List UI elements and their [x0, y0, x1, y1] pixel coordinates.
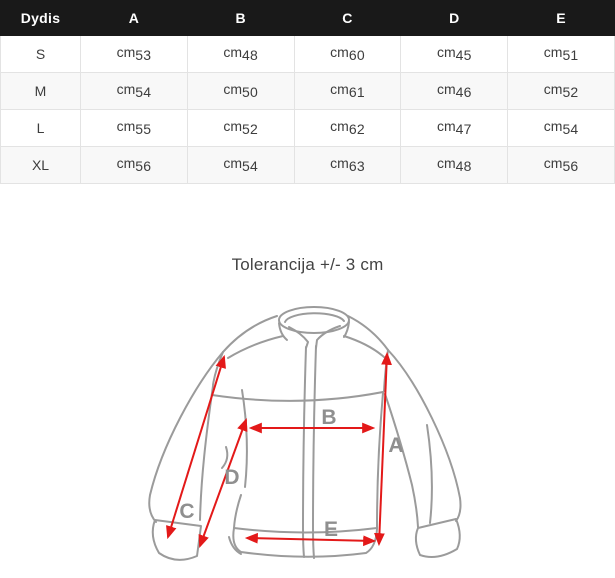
- unit-label: cm: [223, 118, 243, 134]
- measurement-value: 53: [135, 47, 152, 63]
- measure-label-c: C: [179, 500, 195, 523]
- measure-arrow-a: [379, 354, 387, 544]
- collar-inner-rim: [285, 313, 344, 322]
- size-label: XL: [1, 147, 81, 184]
- measurement-value: 48: [242, 47, 259, 63]
- unit-label: cm: [543, 44, 563, 60]
- measure-arrow-c: [168, 357, 224, 537]
- measurement-value: 62: [348, 121, 365, 137]
- unit-label: cm: [330, 81, 349, 97]
- unit-label: cm: [223, 155, 243, 171]
- tolerance-note: Tolerancija +/- 3 cm: [231, 255, 384, 274]
- measurement-cell: [508, 73, 615, 110]
- measurement-cell: [81, 36, 188, 73]
- size-label: M: [1, 73, 81, 110]
- measurement-cell: [401, 36, 508, 73]
- size-label: S: [1, 36, 81, 73]
- right-sleeve-seam: [427, 425, 432, 523]
- measurement-cell: [187, 36, 294, 73]
- measurement-cell: [81, 110, 188, 147]
- right-shoulder: [348, 316, 388, 350]
- unit-label: cm: [330, 44, 349, 60]
- header-measure-d: D: [401, 1, 508, 36]
- measurement-value: 56: [562, 158, 579, 174]
- zipper-left-line: [303, 347, 306, 557]
- jacket-measurement-diagram: [140, 300, 480, 578]
- measure-label-b: B: [321, 406, 337, 429]
- size-label: L: [1, 110, 81, 147]
- table-row-size-s: [1, 36, 615, 73]
- collar-outer-rim: [279, 307, 349, 333]
- measurement-cell: [187, 73, 294, 110]
- unit-label: cm: [330, 118, 349, 134]
- unit-label: cm: [543, 155, 563, 171]
- size-chart-header-row: [1, 1, 615, 36]
- unit-label: cm: [116, 118, 136, 134]
- unit-label: cm: [436, 155, 456, 171]
- hem-band-top: [234, 528, 377, 533]
- zipper-right-line: [313, 346, 316, 558]
- measurement-value: 54: [242, 158, 259, 174]
- measurement-cell: [508, 36, 615, 73]
- unit-label: cm: [116, 44, 136, 60]
- measurement-labels: [179, 406, 403, 541]
- size-chart-table: [0, 0, 615, 184]
- measurement-value: 52: [242, 121, 259, 137]
- unit-label: cm: [543, 81, 563, 97]
- unit-label: cm: [116, 81, 136, 97]
- measurement-value: 52: [562, 84, 579, 100]
- header-measure-a: A: [81, 1, 188, 36]
- measurement-cell: [401, 110, 508, 147]
- measurement-cell: [294, 36, 401, 73]
- unit-label: cm: [436, 44, 456, 60]
- measurement-value: 60: [348, 47, 365, 63]
- left-cuff: [153, 520, 201, 560]
- unit-label: cm: [223, 44, 243, 60]
- header-measure-e: E: [508, 1, 615, 36]
- measurement-value: 63: [348, 158, 365, 174]
- measurement-value: 51: [562, 47, 579, 63]
- measurement-cell: [81, 147, 188, 184]
- unit-label: cm: [223, 81, 243, 97]
- unit-label: cm: [436, 81, 456, 97]
- measurement-value: 61: [348, 84, 365, 100]
- left-sleeve-outer: [149, 352, 223, 522]
- unit-label: cm: [436, 118, 456, 134]
- left-front-seam: [242, 390, 247, 487]
- measurement-cell: [294, 147, 401, 184]
- measurement-value: 50: [242, 84, 259, 100]
- table-row-size-l: [1, 110, 615, 147]
- measurement-value: 54: [562, 121, 579, 137]
- measurement-cell: [81, 73, 188, 110]
- chest-yoke-seam: [212, 392, 383, 401]
- unit-label: cm: [116, 155, 136, 171]
- left-elbow-mark: [222, 447, 227, 468]
- unit-label: cm: [330, 155, 349, 171]
- measurement-cell: [187, 147, 294, 184]
- measurement-cell: [187, 110, 294, 147]
- measurement-value: 54: [135, 84, 152, 100]
- measurement-cell: [401, 147, 508, 184]
- left-body-edge: [234, 495, 241, 528]
- right-sleeve-inner: [385, 394, 418, 527]
- measurement-value: 45: [455, 47, 472, 63]
- measurement-value: 56: [135, 158, 152, 174]
- measure-arrow-e: [247, 538, 374, 541]
- measurement-cell: [294, 110, 401, 147]
- header-size-column: Dydis: [1, 1, 81, 36]
- measurement-cell: [508, 110, 615, 147]
- right-cuff: [416, 519, 460, 557]
- measurement-value: 55: [135, 121, 152, 137]
- measure-label-d: D: [224, 466, 240, 489]
- left-sleeve-inner: [200, 386, 213, 520]
- measure-label-e: E: [323, 518, 339, 541]
- header-measure-b: B: [187, 1, 294, 36]
- measure-label-a: A: [388, 434, 404, 457]
- table-row-size-xl: [1, 147, 615, 184]
- measurement-cell: [294, 73, 401, 110]
- table-row-size-m: [1, 73, 615, 110]
- measurement-value: 48: [455, 158, 472, 174]
- jacket-outline: [149, 307, 460, 560]
- unit-label: cm: [543, 118, 563, 134]
- measurement-cell: [508, 147, 615, 184]
- header-measure-c: C: [294, 1, 401, 36]
- measurement-value: 46: [455, 84, 472, 100]
- measurement-value: 47: [455, 121, 472, 137]
- measurement-cell: [401, 73, 508, 110]
